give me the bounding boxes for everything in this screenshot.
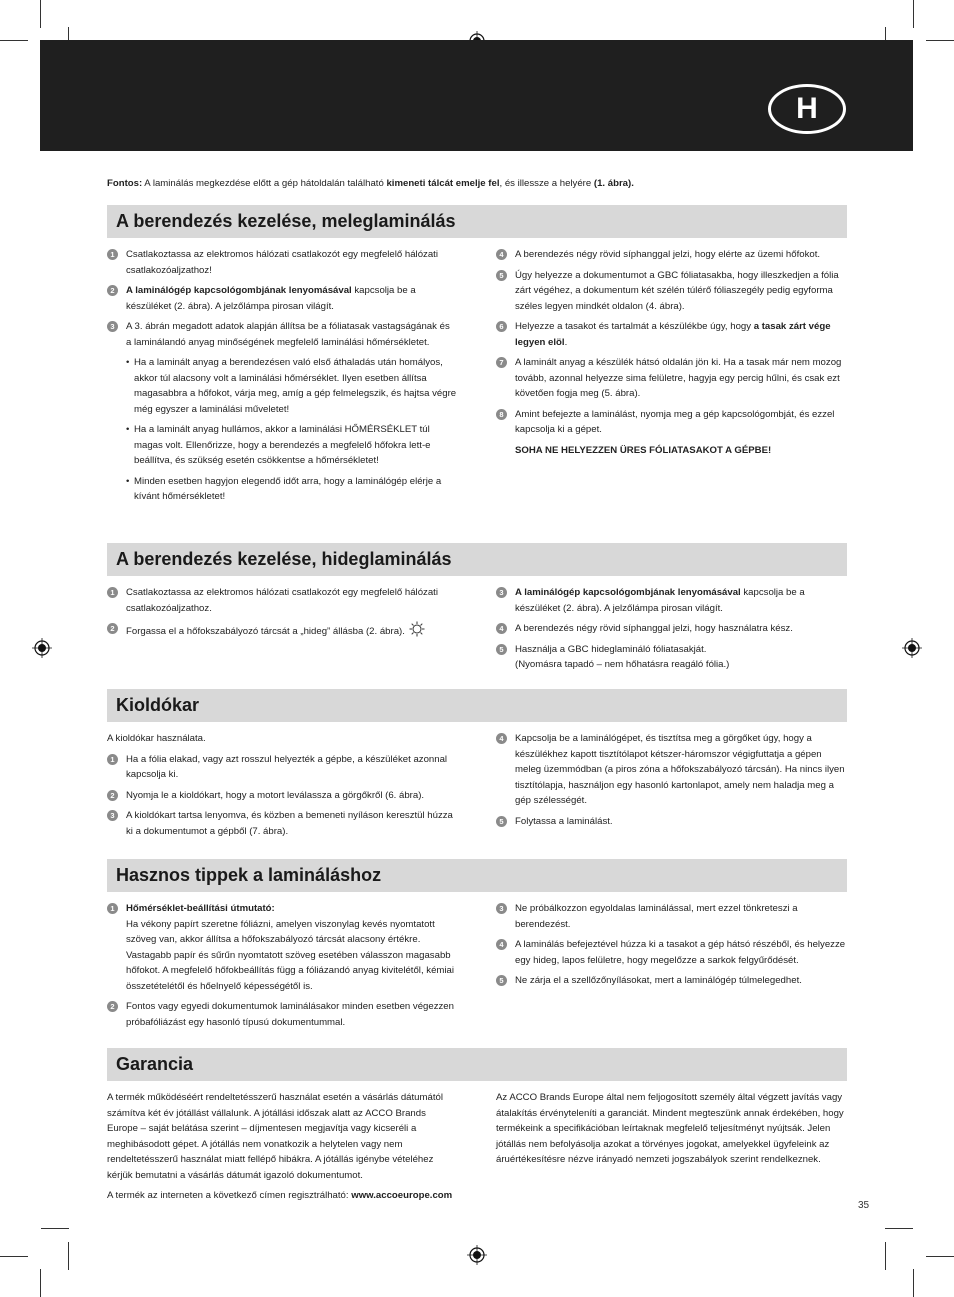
list-item <box>496 355 848 402</box>
step-number: 6 <box>496 321 507 332</box>
step-number: 2 <box>107 285 118 296</box>
list-item <box>496 814 848 830</box>
cold-setting-icon <box>409 621 425 637</box>
list-item <box>107 999 457 1030</box>
step-text: Csatlakoztassa az elektromos hálózati csatlakozót egy megfelelő hálózati csatlakozóaljzathoz! <box>126 249 438 276</box>
step-bold: A laminálógép kapcsológombjának lenyomásával <box>515 587 741 598</box>
bullet-text: Ha a laminált anyag a berendezésen való első áthaladás után homályos, akkor túl alacsony volt a laminálási hőmérséklet. Ilyen esetben állítsa magasabbra a hőfokot, várja meg, amíg a gép felmelegszik, és hajtsa végre még egyszer a laminálási műveletet! <box>134 357 457 415</box>
step-text: A 3. ábrán megadott adatok alapján állítsa be a fóliatasak vastagságának és a laminálandó anyag minőségének megfelelő laminálási hőmérsékletet. <box>126 321 450 348</box>
list-item <box>496 937 848 968</box>
step-text: A berendezés négy rövid síphanggal jelzi, hogy elérte az üzemi hőfokot. <box>515 249 821 260</box>
step-number: 4 <box>496 249 507 260</box>
step-number: 2 <box>107 623 118 634</box>
intro-bold: (1. ábra). <box>593 178 634 189</box>
step-text: (Nyomásra tapadó – nem hőhatásra reagáló fólia.) <box>515 659 730 670</box>
section-tips <box>107 859 847 1028</box>
step-text: Csatlakoztassa az elektromos hálózati csatlakozót egy megfelelő hálózati csatlakozóaljzathoz. <box>126 587 438 614</box>
step-text: kapcsolja be a készüléket (2. ábra). A jelzőlámpa pirosan világít. <box>515 587 805 614</box>
step-text: Használja a GBC hideglamináló fóliatasakját. <box>515 643 707 655</box>
crop-mark <box>885 1242 886 1270</box>
crop-mark <box>40 0 41 28</box>
step-text: A kioldókart tartsa lenyomva, és közben a bemeneti nyíláson keresztül húzza ki a dokumentumot a gépből (7. ábra). <box>126 810 453 837</box>
bullet-item: • Minden esetben hagyjon elegendő időt arra, hogy a laminálógép elérje a kívánt hőmérsékletet! <box>126 475 442 502</box>
list-item <box>496 731 848 809</box>
section-warranty <box>107 1048 847 1201</box>
list-item <box>496 621 848 637</box>
crop-mark <box>913 1269 914 1297</box>
bullet-text: Minden esetben hagyjon elegendő időt arra, hogy a laminálógép elérje a kívánt hőmérsékletet! <box>134 475 442 502</box>
warranty-paragraph <box>107 1188 457 1204</box>
section-title: Hasznos tippek a lamináláshoz <box>107 859 847 892</box>
list-item <box>496 247 848 263</box>
list-item <box>107 808 457 839</box>
step-number: 1 <box>107 587 118 598</box>
crop-mark <box>68 1242 69 1270</box>
registration-mark-icon <box>32 638 52 658</box>
list-item <box>496 407 848 438</box>
intro-text: A laminálás megkezdése előtt a gép hátoldalán található <box>142 178 387 189</box>
step-text: Úgy helyezze a dokumentumot a GBC fóliatasakba, hogy illeszkedjen a fólia zárt végéhez, a dokumentum két szélén túlérő fóliaszegély pedig egyforma széles legyen mindkét oldalon (4. ábra). <box>515 269 839 312</box>
crop-mark <box>926 1256 954 1257</box>
list-item <box>107 752 457 783</box>
step-number: 2 <box>107 1001 118 1012</box>
website-link[interactable]: www.accoeurope.com <box>351 1190 453 1201</box>
intro-text: , és illessze a helyére <box>499 178 594 189</box>
step-number: 7 <box>496 357 507 368</box>
crop-mark <box>40 1269 41 1297</box>
step-number: 4 <box>496 939 507 950</box>
section-title: Garancia <box>107 1048 847 1081</box>
bullet-text: Ha a laminált anyag hullámos, akkor a laminálási HŐMÉRSÉKLET túl magas volt. Ellenőrizze, hogy a berendezés a megfelelő hőfokra lett-e beállítva, és szükség esetén csökkentse a hőmérsékletet! <box>134 424 431 466</box>
list-item <box>107 319 457 350</box>
header-band <box>40 40 913 151</box>
step-text: Ha vékony papírt szeretne fóliázni, amelyen viszonylag kevés nyomtatott szöveg van, akkor állítsa a hőfokszabályozó tárcsát alacsony értékre. Vastagabb papír és sűrűn nyomtatott szöveg esetében válasszon magasabb hőfokot. A megfelelő hőfokbeállítás függ a fóliázandó anyag kivitelétől, kémiai összetételétől és hőelnyelő képességétől is. <box>126 918 454 992</box>
page-number: 35 <box>858 1200 870 1211</box>
step-bold: Hőmérséklet-beállítási útmutató: <box>126 903 275 914</box>
warning-bold: SOHA NE HELYEZZEN ÜRES FÓLIATASAKOT A GÉPBE! <box>515 444 772 456</box>
section-cold-lamination <box>107 543 847 670</box>
step-number: 3 <box>496 587 507 598</box>
section-title: A berendezés kezelése, meleglaminálás <box>107 205 847 238</box>
step-number: 5 <box>496 644 507 655</box>
crop-mark <box>41 1228 69 1229</box>
section-title: A berendezés kezelése, hideglaminálás <box>107 543 847 576</box>
intro-bold: kimeneti tálcát emelje fel <box>386 178 500 189</box>
step-number: 5 <box>496 270 507 281</box>
list-item <box>496 642 848 673</box>
crop-mark <box>0 40 28 41</box>
step-text: Fontos vagy egyedi dokumentumok laminálásakor minden esetben végezzen próbafóliázást egy hasonló típusú dokumentummal. <box>126 1001 454 1028</box>
list-item <box>496 268 848 315</box>
list-item <box>107 283 457 314</box>
section-hot-lamination <box>107 205 847 502</box>
step-bold: a tasak zárt vége legyen elöl <box>515 321 831 348</box>
step-text: Ne próbálkozzon egyoldalas laminálással, mert ezzel tönkreteszi a berendezést. <box>515 903 798 930</box>
list-item <box>107 788 457 804</box>
crop-mark <box>885 1228 913 1229</box>
step-text: A laminált anyag a készülék hátsó oldalán jön ki. Ha a tasak már nem mozog tovább, azonnal helyezze sima felületre, hagyja egy percig hűlni, és csak ezt követően fogja meg (5. ábra). <box>515 357 842 399</box>
step-number: 5 <box>496 975 507 986</box>
step-number: 3 <box>107 810 118 821</box>
step-text: Kapcsolja be a laminálógépet, és tisztítsa meg a görgőket úgy, hogy a készülékhez kapott tisztítólapot kétszer-háromszor végigfuttatja a gépen meleg üzemmódban (a piros zóna a hőfokszabályozó tárcsán). Ha nincs ilyen tisztítólapja, használjon egy hasonló kartonlapot, amely nem haladja meg a gép szélességét. <box>515 733 845 806</box>
step-number: 5 <box>496 816 507 827</box>
list-item <box>107 585 457 616</box>
step-number: 3 <box>496 903 507 914</box>
section-title: Kioldókar <box>107 689 847 722</box>
section-intro: A kioldókar használata. <box>107 733 206 744</box>
bullet-item: • Ha a laminált anyag hullámos, akkor a laminálási HŐMÉRSÉKLET túl magas volt. Ellenőrizze, hogy a berendezés a megfelelő hőfokra lett-e beállítva, és szükség esetén csökkentse a hőmérsékletet! <box>126 424 431 466</box>
step-text: Forgassa el a hőfokszabályozó tárcsát a „hideg” állásba (2. ábra). <box>126 626 405 637</box>
crop-mark <box>0 1256 28 1257</box>
step-number: 4 <box>496 733 507 744</box>
step-number: 8 <box>496 409 507 420</box>
step-text: Nyomja le a kioldókart, hogy a motort leválassza a görgőkről (6. ábra). <box>126 789 425 801</box>
list-item <box>107 247 457 278</box>
warranty-paragraph: Az ACCO Brands Europe által nem feljogosított személy által végzett javítás vagy átalakítás érvényteleníti a garanciát. Mindent megteszünk annak érdekében, hogy termékeink a specifikációban leírtaknak megfelelő teljesítményt nyújtsák. Jelen jótállás nem befolyásolja azokat a törvényes jogokat, amelyekkel ügyfeleink az áruértékesítésre nézve irányadó nemzeti jogszabályok szerint rendelkeznek. <box>496 1092 844 1165</box>
step-text: . <box>564 336 568 348</box>
crop-mark <box>913 0 914 28</box>
intro-label: Fontos: <box>107 178 143 189</box>
registration-mark-icon <box>902 638 922 658</box>
list-item <box>496 901 848 932</box>
bullet-item: • Ha a laminált anyag a berendezésen való első áthaladás után homályos, akkor túl alacsony volt a laminálási hőmérséklet. Ilyen esetben állítsa magasabbra a hőfokot, várja meg, amíg a gép felmelegszik, és hajtsa végre még egyszer a laminálási műveletet! <box>126 357 457 415</box>
warranty-text: A termék az interneten a következő címen regisztrálható: <box>107 1190 352 1201</box>
crop-mark <box>926 40 954 41</box>
language-badge: H <box>768 84 846 134</box>
warranty-paragraph: A termék működéséért rendeltetésszerű használat esetén a vásárlás dátumától számítva két év jótállást vállalunk. A jótállási időszak alatt az ACCO Brands Europe – saját belátása szerint – díjmentesen megjavítja vagy kicseréli a meghibásodott gépet. A jótállás nem vonatkozik a helytelen vagy nem rendeltetésszerű használat miatt fellépő hibákra. A jótállás igénybe vételéhez kérjük bemutatni a vásárlás dátumát igazoló dokumentumot. <box>107 1092 443 1181</box>
section-release-lever <box>107 689 847 837</box>
step-text: A laminálás befejeztével húzza ki a tasakot a gép hátsó részéből, és helyezze egy hideg, lapos felületre, hogy megelőzze a sarkok felgyűrődését. <box>515 939 846 966</box>
warning-text <box>496 443 848 459</box>
list-item <box>107 901 457 994</box>
list-item <box>107 621 457 640</box>
step-number: 4 <box>496 623 507 634</box>
step-number: 1 <box>107 754 118 765</box>
list-item <box>496 973 848 989</box>
step-text: Helyezze a tasakot és tartalmát a készülékbe úgy, hogy <box>515 321 754 332</box>
step-text: Amint befejezte a laminálást, nyomja meg a gép kapcsológombját, és ezzel kapcsolja ki a gépet. <box>515 408 835 435</box>
list-item <box>496 319 848 350</box>
step-number: 3 <box>107 321 118 332</box>
step-bold: A laminálógép kapcsológombjának lenyomásával <box>126 285 352 296</box>
step-number: 1 <box>107 903 118 914</box>
step-text: kapcsolja be a készüléket (2. ábra). A jelzőlámpa pirosan világít. <box>126 285 416 312</box>
intro-note <box>107 177 847 191</box>
list-item <box>496 585 848 616</box>
step-text: Ha a fólia elakad, vagy azt rosszul helyezték a gépbe, a készüléket azonnal kapcsolja ki. <box>126 753 448 780</box>
step-number: 1 <box>107 249 118 260</box>
registration-mark-icon <box>467 1245 487 1265</box>
step-text: Folytassa a laminálást. <box>515 815 613 827</box>
step-text: A berendezés négy rövid síphanggal jelzi, hogy használatra kész. <box>515 623 793 634</box>
step-text: Ne zárja el a szellőzőnyílásokat, mert a laminálógép túlmelegedhet. <box>515 975 802 986</box>
step-number: 2 <box>107 790 118 801</box>
